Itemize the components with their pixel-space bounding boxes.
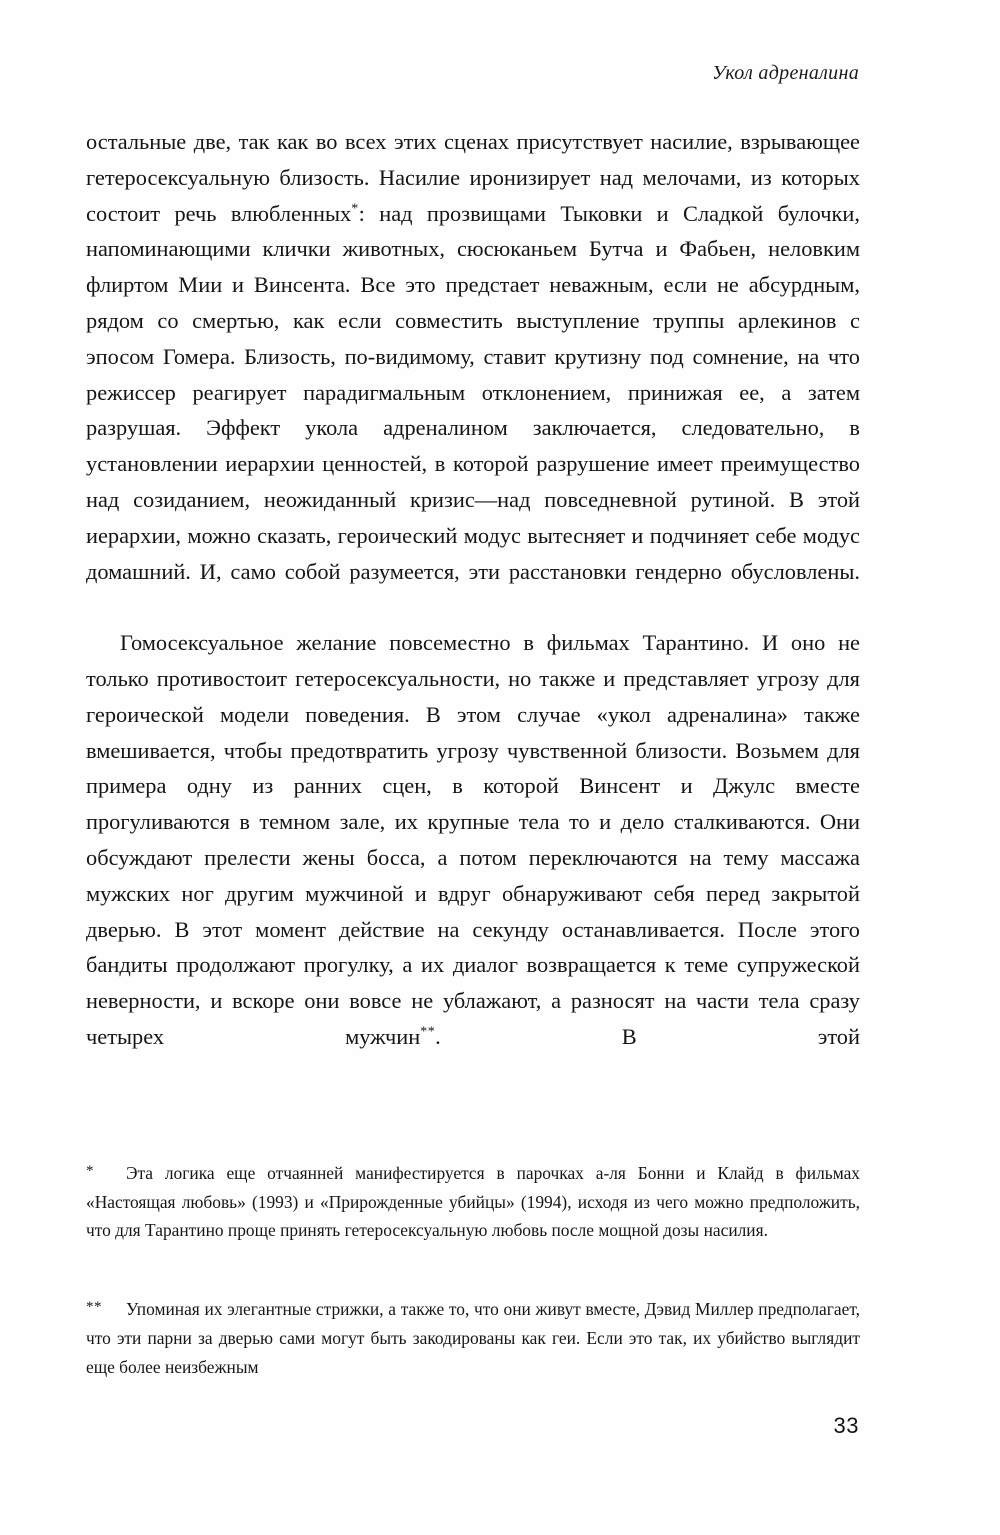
footnote-reference-2[interactable]: ** <box>420 1024 436 1040</box>
footnote-2-text: Упоминая их элегантные стрижки, а также то, что они живут вместе, Дэвид Миллер предполагает, что эти парни за дверью сами могут быть закодированы как геи. Если это так, их убийство выглядит еще более неизбежным <box>86 1299 860 1377</box>
body-text-block <box>86 124 860 1091</box>
paragraph-continued: остальные две, так как во всех этих сценах присутствует насилие, взрывающее гетеросексуальную близость. Насилие иронизирует над мелочами, из которых состоит речь влюбленных*: над прозвищами Тыковки и Сладкой булочки, напоминающими клички животных, сюсюканьем Бутча и Фабьен, неловким флиртом Мии и Винсента. Все это предстает неважным, если не абсурдным, рядом со смертью, как если совместить выступление труппы арлекинов с эпосом Гомера. Близость, по-видимому, ставит крутизну под сомнение, на что режиссер реагирует парадигмальным отклонением, принижая ее, а затем разрушая. Эффект укола адреналином заключается, следовательно, в установлении иерархии ценностей, в которой разрушение имеет преимущество над созиданием, неожиданный кризис—над повседневной рутиной. В этой иерархии, можно сказать, героический модус вытесняет и подчиняет себе модус домашний. И, само собой разумеется, эти расстановки гендерно обусловлены. <box>86 129 861 584</box>
footnote-reference-1[interactable]: * <box>351 201 359 217</box>
footnotes-block <box>86 1159 860 1410</box>
page-number: 33 <box>833 1413 859 1438</box>
footnote-1-text: Эта логика еще отчаянней манифестируется в парочках а-ля Бонни и Клайд в фильмах «Настоящая любовь» (1993) и «Прирожденные убийцы» (1994), исходя из чего можно предположить, что для Тарантино проще принять гетеросексуальную любовь после мощной дозы насилия. <box>86 1163 860 1241</box>
footnote-1-marker: * <box>86 1163 94 1179</box>
footnote-1 <box>86 1159 860 1273</box>
running-header: Укол адреналина <box>712 62 859 84</box>
footnote-2-marker: ** <box>86 1299 102 1316</box>
footnote-2 <box>86 1295 860 1409</box>
paragraph-homosexual-desire: Гомосексуальное желание повсеместно в фильмах Тарантино. И оно не только противостоит гетеросексуальности, но также и представляет угрозу для героической модели поведения. В этом случае «укол адреналина» также вмешивается, чтобы предотвратить угрозу чувственной близости. Возьмем для примера одну из ранних сцен, в которой Винсент и Джулс вместе прогуливаются в темном зале, их крупные тела то и дело сталкиваются. Они обсуждают прелести жены босса, а потом переключаются на тему массажа мужских ног другим мужчиной и вдруг обнаруживают себя перед закрытой дверью. В этот момент действие на секунду останавливается. После этого бандиты продолжают прогулку, а их диалог возвращается к теме супружеской неверности, и вскоре они вовсе не ублажают, а разносят на части тела сразу четырех мужчин**. В этой <box>86 630 860 1049</box>
